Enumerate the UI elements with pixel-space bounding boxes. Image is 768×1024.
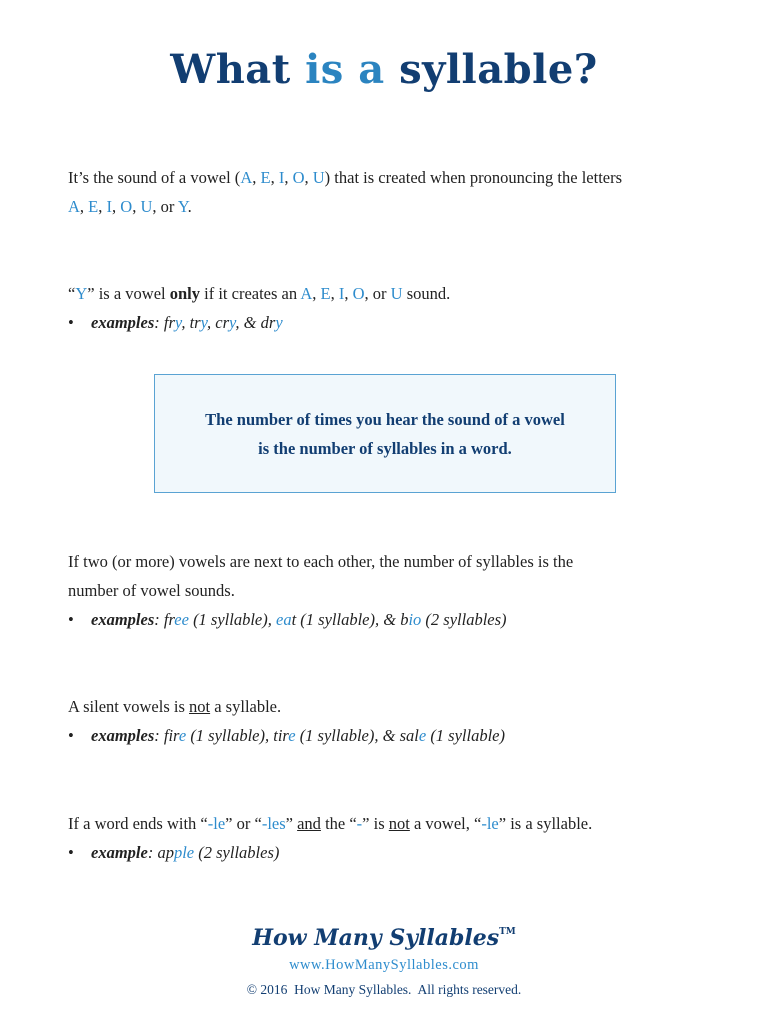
y-vowel-rule-paragraph: “Y” is a vowel only if it creates an A, E, I, O, or U sound. [68, 284, 451, 303]
adjacent-vowels-paragraph: If two (or more) vowels are next to each other, the number of syllables is the number of vowel sounds. [68, 552, 574, 600]
bullet-dot: • [68, 726, 74, 745]
trademark: TM [499, 927, 516, 937]
bullet-dot: • [68, 313, 74, 332]
le-ending-example-bullet: • example: apple (2 syllables) [68, 838, 708, 867]
title-is-a: is a [305, 46, 400, 93]
adjacent-vowels-examples-bullet: • examples: free (1 syllable), eat (1 syllable), & bio (2 syllables) [68, 605, 708, 634]
key-rule-callout [154, 374, 616, 493]
page-title [0, 46, 768, 93]
y-examples-bullet: • examples: fry, try, cry, & dry [68, 308, 708, 337]
le-ending-paragraph: If a word ends with “-le” or “-les” and the “-” is not a vowel, “-le” is a syllable. [68, 814, 593, 833]
title-what: What [170, 46, 306, 93]
title-question-mark: ? [573, 46, 598, 93]
callout-line-2: is the number of syllables in a word. [258, 438, 512, 458]
brand-logo [0, 925, 768, 951]
copyright-notice: © 2016 How Many Syllables. All rights reserved. [246, 982, 522, 997]
vowel-definition-paragraph: It’s the sound of a vowel (A, E, I, O, U) that is created when pronouncing the letters A, E, I, O, U, or Y. [68, 168, 623, 216]
silent-vowel-examples-bullet: • examples: fire (1 syllable), tire (1 syllable), & sale (1 syllable) [68, 721, 708, 750]
silent-vowel-paragraph: A silent vowels is not a syllable. [68, 697, 282, 716]
title-syllable: syllable [399, 46, 574, 93]
website-link[interactable]: www.HowManySyllables.com [289, 957, 479, 973]
bullet-dot: • [68, 610, 74, 629]
bullet-dot: • [68, 843, 74, 862]
brand-name: How Many Syllables [252, 925, 500, 951]
callout-line-1: The number of times you hear the sound of a vowel [205, 409, 565, 429]
